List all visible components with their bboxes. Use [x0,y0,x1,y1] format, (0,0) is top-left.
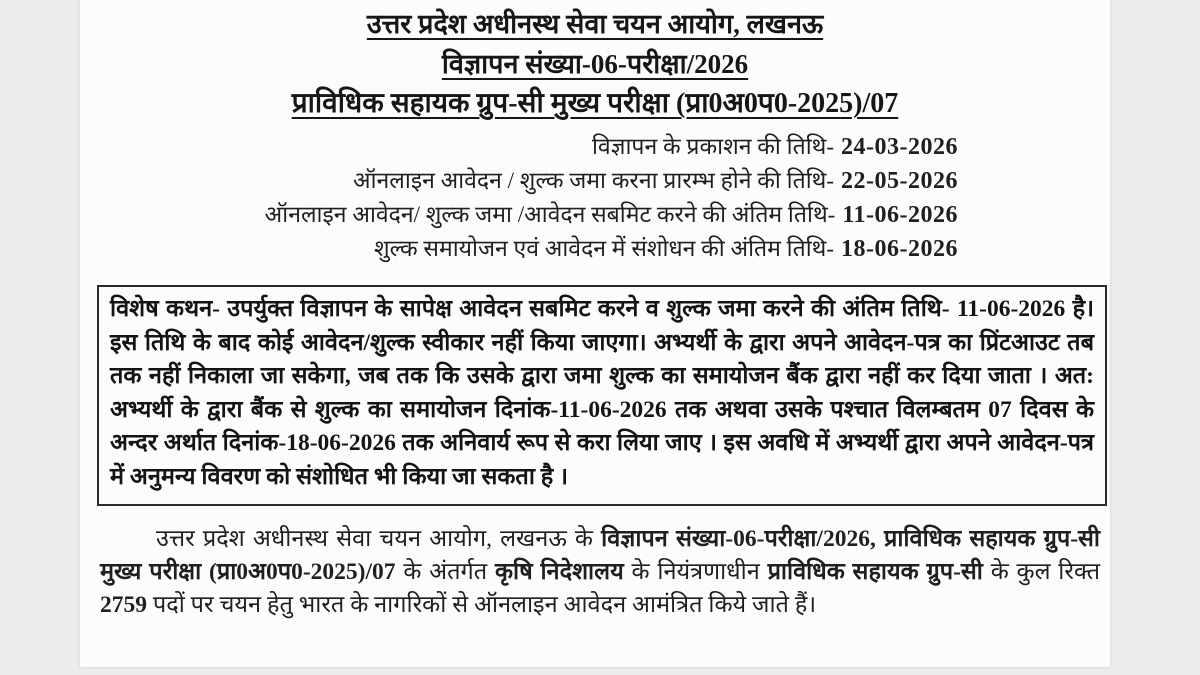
date-label: ऑनलाइन आवेदन/ शुल्क जमा /आवेदन सबमिट करने की अंतिम तिथि- [264,202,836,227]
date-value: 24-03-2026 [841,134,958,160]
date-value: 22-05-2026 [841,168,958,194]
exam-title: प्राविधिक सहायक ग्रुप-सी मुख्य परीक्षा (प्रा0अ0प0-2025)/07 [291,88,899,119]
document-header [80,0,1110,122]
date-row-fee-adjustment-last [80,232,958,266]
key-dates-block [80,130,1110,266]
date-row-publication [80,130,958,164]
date-row-application-start [80,164,958,198]
date-label: ऑनलाइन आवेदन / शुल्क जमा करना प्रारम्भ होने की तिथि- [352,168,835,193]
advertisement-number-title: विज्ञापन संख्या-06-परीक्षा/2026 [441,49,749,79]
document-page [80,0,1110,667]
date-value: 11-06-2026 [842,202,958,228]
date-row-application-last [80,198,958,232]
org-title: उत्तर प्रदेश अधीनस्थ सेवा चयन आयोग, लखनऊ [366,9,824,39]
date-label: शुल्क समायोजन एवं आवेदन में संशोधन की अंतिम तिथि- [373,236,835,261]
date-label: विज्ञापन के प्रकाशन की तिथि- [591,134,835,159]
special-note-box [97,285,1107,506]
closing-paragraph: उत्तर प्रदेश अधीनस्थ सेवा चयन आयोग, लखनऊ के विज्ञापन संख्या-06-परीक्षा/2026, प्राविधिक सहायक ग्रुप-सी मुख्य परीक्षा (प्रा0अ0प0-2025)/07 के अंतर्गत कृषि निदेशालय के नियंत्रणाधीन प्राविधिक सहायक ग्रुप-सी के कुल रिक्त 2759 पदों पर चयन हेतु भारत के नागरिकों से ऑनलाइन आवेदन आमंत्रित किये जाते हैं। [100,526,1101,618]
special-note-text: विशेष कथन- उपर्युक्त विज्ञापन के सापेक्ष आवेदन सबमिट करने व शुल्क जमा करने की अंतिम तिथि- 11-06-2026 है। इस तिथि के बाद कोई आवेदन/शुल्क स्वीकार नहीं किया जाएगा। अभ्यर्थी के द्वारा अपने आवेदन-पत्र का प्रिंटआउट तब तक नहीं निकाला जा सकेगा, जब तक कि उसके द्वारा जमा शुल्क का समायोजन बैंक द्वारा नहीं कर दिया जाता । अत: अभ्यर्थी के द्वारा बैंक से शुल्क का समायोजन दिनांक-11-06-2026 तक अथवा उसके पश्चात विलम्बतम 07 दिवस के अन्दर अर्थात दिनांक-18-06-2026 तक अनिवार्य रूप से करा लिया जाए । इस अवधि में अभ्यर्थी द्वारा अपने आवेदन-पत्र में अनुमन्य विवरण को संशोधित भी किया जा सकता है । [110,296,1094,490]
date-value: 18-06-2026 [841,236,958,262]
